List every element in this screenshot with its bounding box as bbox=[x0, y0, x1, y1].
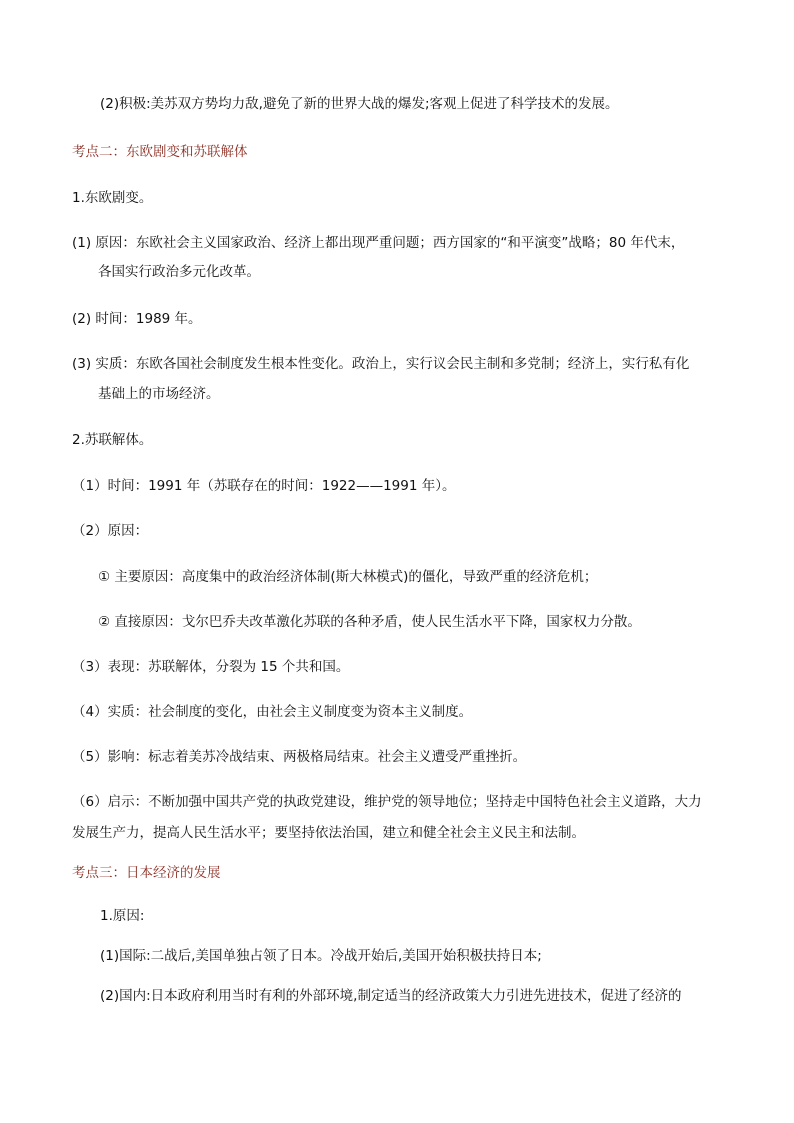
paragraph-su-essence: （4）实质：社会制度的变化，由社会主义制度变为资本主义制度。 bbox=[72, 704, 473, 720]
paragraph-su-lesson-cont: 发展生产力，提高人民生活水平；要坚持依法治国，建立和健全社会主义民主和法制。 bbox=[72, 825, 585, 841]
paragraph-su-main-cause: ① 主要原因：高度集中的政治经济体制(斯大林模式)的僵化，导致严重的经济危机； bbox=[98, 569, 598, 585]
paragraph-su-lesson: （6）启示：不断加强中国共产党的执政党建设，维护党的领导地位；坚持走中国特色社会主义道路，大力 bbox=[72, 794, 702, 810]
subheading-japan-reasons: 1.原因: bbox=[100, 908, 145, 924]
subheading-eastern-europe: 1.东欧剧变。 bbox=[72, 190, 153, 206]
paragraph-positive-impact: (2)积极:美苏双方势均力敌,避免了新的世界大战的爆发;客观上促进了科学技术的发展。 bbox=[100, 96, 619, 112]
paragraph-japan-domestic: (2)国内:日本政府利用当时有利的外部环境,制定适当的经济政策大力引进先进技术，促进了经济的 bbox=[100, 988, 682, 1004]
paragraph-ee-time: (2) 时间：1989 年。 bbox=[72, 311, 202, 327]
paragraph-ee-essence-cont: 基础上的市场经济。 bbox=[98, 386, 220, 402]
paragraph-su-manifestation: （3）表现：苏联解体，分裂为 15 个共和国。 bbox=[72, 659, 350, 675]
section-heading-2: 考点二：东欧剧变和苏联解体 bbox=[72, 144, 248, 160]
section-heading-3: 考点三：日本经济的发展 bbox=[72, 865, 221, 881]
paragraph-su-direct-cause: ② 直接原因：戈尔巴乔夫改革激化苏联的各种矛盾，使人民生活水平下降，国家权力分散。 bbox=[98, 614, 641, 630]
paragraph-japan-international: (1)国际:二战后,美国单独占领了日本。冷战开始后,美国开始积极扶持日本; bbox=[100, 948, 542, 964]
paragraph-su-impact: （5）影响：标志着美苏冷战结束、两极格局结束。社会主义遭受严重挫折。 bbox=[72, 749, 527, 765]
subheading-soviet-dissolution: 2.苏联解体。 bbox=[72, 432, 153, 448]
paragraph-su-cause: （2）原因： bbox=[72, 523, 149, 539]
paragraph-ee-cause-cont: 各国实行政治多元化改革。 bbox=[98, 264, 260, 280]
paragraph-ee-essence: (3) 实质：东欧各国社会制度发生根本性变化。政治上，实行议会民主制和多党制；经济上，实行私有化 bbox=[72, 356, 690, 372]
paragraph-su-time: （1）时间：1991 年（苏联存在的时间：1922——1991 年）。 bbox=[72, 478, 456, 494]
paragraph-ee-cause: (1) 原因：东欧社会主义国家政治、经济上都出现严重问题；西方国家的“和平演变”战略；80 年代末， bbox=[72, 235, 685, 251]
